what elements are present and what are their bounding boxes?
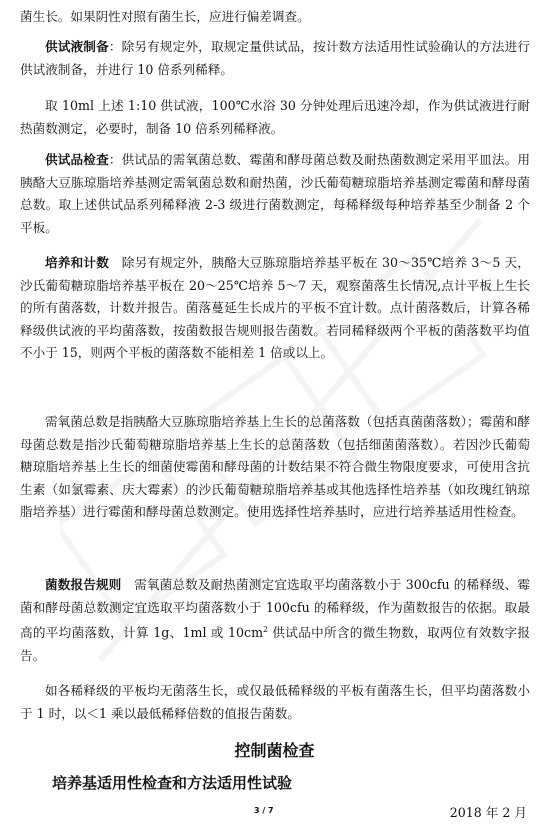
culture-counting-heading: 培养和计数 [45, 255, 109, 270]
paragraph-total-counts: 需氧菌总数是指胰酪大豆胨琼脂培养基上生长的总菌落数（包括真菌菌落数）；霉菌和酵母菌总数是指沙氏葡萄糖琼脂培养基上生长的总菌落数（包括细菌菌落数）。若因沙氏葡萄糖琼脂培养基上生长的细菌使霉菌和酵母菌的计数结果不符合微生物限度要求，可使用含抗生素（如氯霉素、庆大霉素）的沙氏葡萄糖琼脂培养基或其他选择性培养基（如玫瑰红钠琼脂培养基）进行霉菌和酵母菌总数测定。使用选择性培养基时，应进行培养基适用性检查。 [20, 414, 530, 519]
superscript-2: 2 [263, 625, 269, 634]
paragraph-sample-preparation: 供试液制备：除另有规定外，取规定量供试品，按计数方法适用性试验确认的方法进行供试液制备，并进行 10 倍系列稀释。 [20, 39, 531, 77]
paragraph-reporting-rules: 菌数报告规则 需氧菌总数及耐热菌测定宜选取平均菌落数小于 300cfu 的稀释级、霉菌和酵母菌总数测定宜选取平均菌落数小于 100cfu 的稀释级，作为菌数报告的依据。取最高的平均菌落数，计算 1g、1ml 或 $10cm^2$ 供试品中所含的微生物数，取两位有效数字报告。 [20, 577, 531, 663]
reporting-rules-heading: 菌数报告规则 [45, 577, 122, 592]
paragraph-no-growth: 如各稀释级的平板均无菌落生长，或仅最低稀释级的平板有菌落生长，但平均菌落数小于 1 时，以＜1 乘以最低稀释倍数的值报告菌数。 [20, 683, 530, 721]
paragraph-culture-counting: 培养和计数 除另有规定外，胰酪大豆胨琼脂培养基平板在 30～35℃培养 3～5 天，沙氏葡萄糖琼脂培养基平板在 20～25℃培养 5～7 天，观察菌落生长情况,点计平板上生长的所有菌落数，计数并报告。菌落蔓延生长成片的平板不宜计数。点计菌落数后，计算各稀释级供试液的平均菌落数，按菌数报告规则报告菌数。若同稀释级两个平板的菌落数平均值不小于 15，则两个平板的菌落数不能相差 1 倍或以上。 [20, 255, 530, 360]
section-heading: 控制菌检查 [234, 741, 315, 760]
sample-inspection-heading: 供试品检查 [45, 152, 109, 167]
subsection-heading: 培养基适用性检查和方法适用性试验 [52, 774, 293, 792]
paragraph-sample-inspection: 供试品检查：供试品的需氧菌总数、霉菌和酵母菌总数及耐热菌数测定采用平皿法。用胰酪大豆胨琼脂培养基测定需氧菌总数和耐热菌，沙氏葡萄糖琼脂培养基测定霉菌和酵母菌总数。取上述供试品系列稀释液 2-3 级进行菌数测定，每稀释级每种培养基至少制备 2 个平板。 [20, 152, 531, 235]
paragraph-heat-treatment: 取 10ml 上述 1:10 供试液，100℃水浴 30 分钟处理后迅速冷却，作为供试液进行耐热菌数测定，必要时，制备 10 倍系列稀释液。 [20, 98, 530, 136]
page-number: 3 / 7 [254, 806, 274, 815]
sample-preparation-heading: 供试液制备 [45, 39, 109, 54]
document-date: 2018 年 2 月 [449, 805, 527, 820]
paragraph-intro: 菌生长。如果阴性对照有菌生长，应进行偏差调查。 [20, 9, 310, 24]
